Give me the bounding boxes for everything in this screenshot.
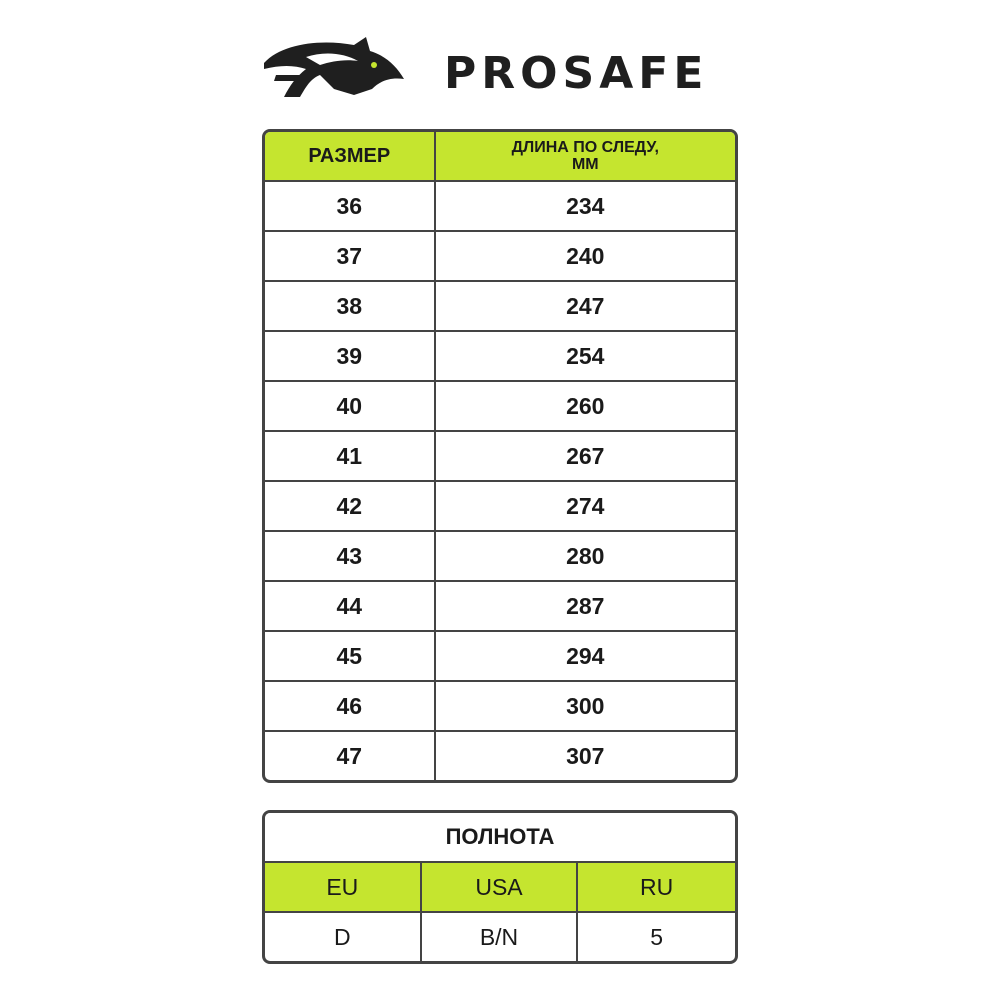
cell-size: 38 <box>265 282 436 332</box>
brand-name: PROSAFE <box>444 48 709 99</box>
cell-length: 274 <box>436 482 735 532</box>
table-row <box>265 182 735 232</box>
header-length <box>436 132 735 182</box>
cell-size: 45 <box>265 632 436 682</box>
table-row <box>265 732 735 780</box>
cell-size: 39 <box>265 332 436 382</box>
cell-length: 234 <box>436 182 735 232</box>
table-row <box>265 382 735 432</box>
value-ru: 5 <box>650 923 664 950</box>
table-row <box>265 282 735 332</box>
width-table-title-row <box>265 813 735 863</box>
header-eu: EU <box>265 863 422 913</box>
header-length-unit: ММ <box>571 156 599 173</box>
header-length-line1: ДЛИНА ПО СЛЕДУ, <box>511 139 659 156</box>
cell-size: 41 <box>265 432 436 482</box>
cell-size: 43 <box>265 532 436 582</box>
cell-length: 294 <box>436 632 735 682</box>
cell-size: 36 <box>265 182 436 232</box>
cell-size: 47 <box>265 732 436 780</box>
brand-logo <box>262 35 732 105</box>
header-usa: USA <box>422 863 579 913</box>
table-row <box>265 332 735 382</box>
width-table-values <box>265 913 735 961</box>
width-table-title: ПОЛНОТА <box>265 813 735 863</box>
cell-length: 307 <box>566 742 605 769</box>
header-ru: RU <box>578 863 735 913</box>
cell-size: 42 <box>265 482 436 532</box>
value-usa: B/N <box>422 913 579 961</box>
cell-length: 254 <box>436 332 735 382</box>
cell-size: 40 <box>265 382 436 432</box>
cell-size: 46 <box>265 682 436 732</box>
size-chart-table <box>262 129 738 783</box>
cell-length: 267 <box>436 432 735 482</box>
table-row <box>265 532 735 582</box>
width-table <box>262 810 738 964</box>
rhino-logo-icon <box>262 35 407 105</box>
table-row <box>265 232 735 282</box>
table-row <box>265 582 735 632</box>
size-table-header <box>265 132 735 182</box>
table-row <box>265 432 735 482</box>
cell-length: 280 <box>436 532 735 582</box>
cell-length: 287 <box>436 582 735 632</box>
cell-length: 247 <box>436 282 735 332</box>
cell-length: 300 <box>436 682 735 732</box>
cell-size: 37 <box>265 232 436 282</box>
value-eu: D <box>265 913 422 961</box>
width-table-header <box>265 863 735 913</box>
cell-length: 260 <box>436 382 735 432</box>
table-row <box>265 682 735 732</box>
table-row <box>265 482 735 532</box>
cell-length: 240 <box>436 232 735 282</box>
header-size: РАЗМЕР <box>265 132 436 182</box>
table-row <box>265 632 735 682</box>
cell-size: 44 <box>265 582 436 632</box>
